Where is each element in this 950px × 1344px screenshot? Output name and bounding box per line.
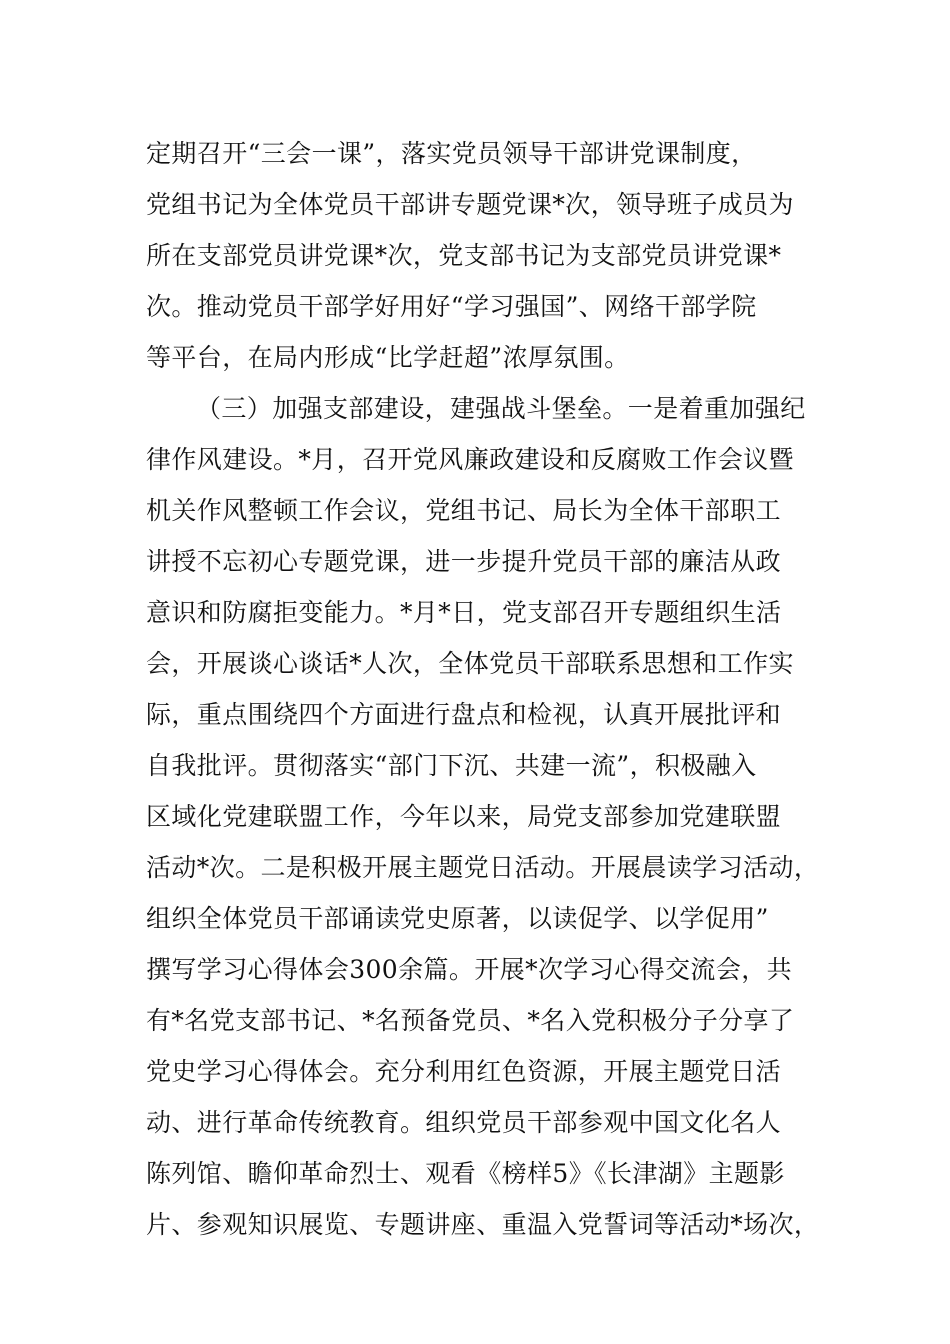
text-line-8: 机关作风整顿工作会议，党组书记、局长为全体干部职工 (146, 496, 782, 525)
text-line-2: 党组书记为全体党员干部讲专题党课*次，领导班子成员为 (146, 190, 794, 219)
text-line-9: 讲授不忘初心专题党课，进一步提升党员干部的廉洁从政 (146, 547, 782, 576)
text-line-14: 区域化党建联盟工作，今年以来，局党支部参加党建联盟 (146, 802, 782, 831)
text-line-12: 际，重点围绕四个方面进行盘点和检视，认真开展批评和 (146, 700, 782, 729)
text-line-21: 陈列馆、瞻仰革命烈士、观看《榜样5》《长津湖》主题影 (146, 1159, 785, 1188)
text-line-20: 动、进行革命传统教育。组织党员干部参观中国文化名人 (146, 1108, 782, 1137)
text-line-19: 党史学习心得体会。充分利用红色资源，开展主题党日活 (146, 1057, 782, 1086)
text-line-15: 活动*次。二是积极开展主题党日活动。开展晨读学习活动， (146, 853, 820, 882)
text-line-3: 所在支部党员讲党课*次，党支部书记为支部党员讲党课* (146, 241, 782, 270)
text-line-13: 自我批评。贯彻落实“部门下沉、共建一流”，积极融入 (146, 751, 757, 780)
body-text (146, 128, 818, 1250)
text-line-5: 等平台，在局内形成“比学赶超”浓厚氛围。 (146, 343, 630, 372)
text-line-1: 定期召开“三会一课”，落实党员领导干部讲党课制度， (146, 139, 757, 168)
text-line-16: 组织全体党员干部诵读党史原著，以读促学、以学促用” (146, 904, 769, 933)
text-line-18: 有*名党支部书记、*名预备党员、*名入党积极分子分享了 (146, 1006, 795, 1035)
text-line-10: 意识和防腐拒变能力。*月*日，党支部召开专题组织生活 (146, 598, 782, 627)
text-line-17: 撰写学习心得体会300余篇。开展*次学习心得交流会，共 (146, 955, 793, 984)
text-line-7: 律作风建设。*月，召开党风廉政建设和反腐败工作会议暨 (146, 445, 794, 474)
text-line-11: 会，开展谈心谈话*人次，全体党员干部联系思想和工作实 (146, 649, 794, 678)
section-heading-line: （三）加强支部建设，建强战斗堡垒。一是着重加强纪 (196, 394, 806, 423)
text-line-4: 次。推动党员干部学好用好“学习强国”、网络干部学院 (146, 292, 757, 321)
text-line-22: 片、参观知识展览、专题讲座、重温入党誓词等活动*场次， (146, 1210, 820, 1239)
